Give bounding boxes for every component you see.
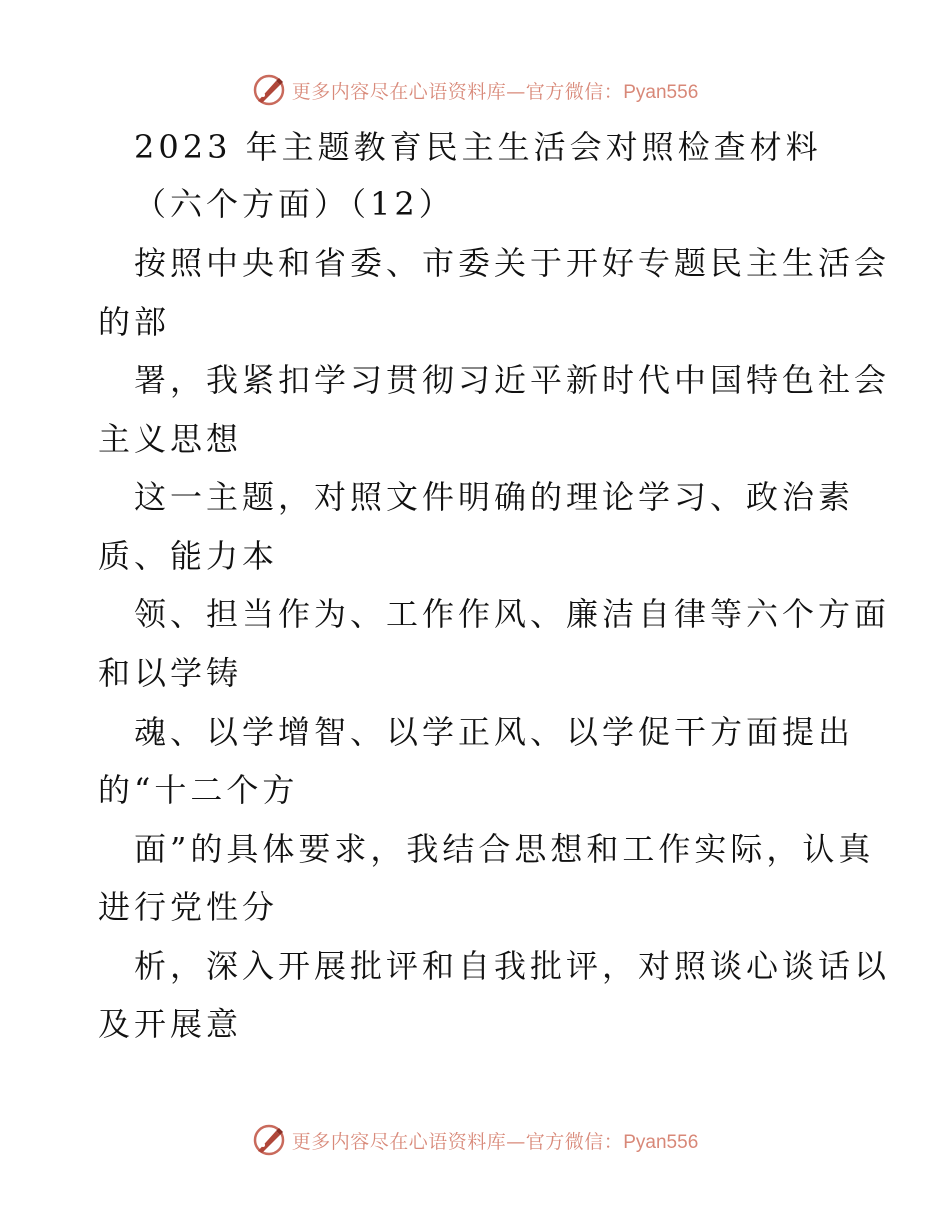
- body-line: 的部: [98, 303, 171, 341]
- body-line: 面”的具体要求，我结合思想和工作实际，认真: [134, 830, 875, 868]
- document-title-line-1: 2023 年主题教育民主生活会对照检查材料: [134, 128, 822, 166]
- body-line: 质、能力本: [98, 537, 279, 575]
- watermark-wechat-id: Pyan556: [623, 1131, 699, 1153]
- body-line: 按照中央和省委、市委关于开好专题民主生活会: [134, 244, 891, 282]
- body-line: 析，深入开展批评和自我批评，对照谈心谈话以: [134, 947, 891, 985]
- document-title-line-2: （六个方面）（12）: [134, 185, 455, 223]
- footer-watermark: [0, 1120, 950, 1160]
- body-line: 署，我紧扣学习贯彻习近平新时代中国特色社会: [134, 361, 891, 399]
- header-watermark: [0, 70, 950, 110]
- pen-circle-logo-icon: [252, 73, 286, 107]
- watermark-text: 更多内容尽在心语资料库—官方微信：Pyan556: [291, 80, 699, 103]
- watermark-wechat-id: Pyan556: [623, 81, 699, 103]
- body-line: 这一主题，对照文件明确的理论学习、政治素: [134, 478, 855, 516]
- pen-circle-logo-icon: [252, 1123, 286, 1157]
- body-line: 的“十二个方: [98, 771, 299, 809]
- body-line: 魂、以学增智、以学正风、以学促干方面提出: [134, 713, 855, 751]
- body-line: 和以学铸: [98, 654, 243, 692]
- body-line: 进行党性分: [98, 888, 279, 926]
- watermark-text: 更多内容尽在心语资料库—官方微信：Pyan556: [291, 1130, 699, 1153]
- body-line: 及开展意: [98, 1005, 243, 1043]
- body-line: 领、担当作为、工作作风、廉洁自律等六个方面: [134, 595, 891, 633]
- body-line: 主义思想: [98, 420, 243, 458]
